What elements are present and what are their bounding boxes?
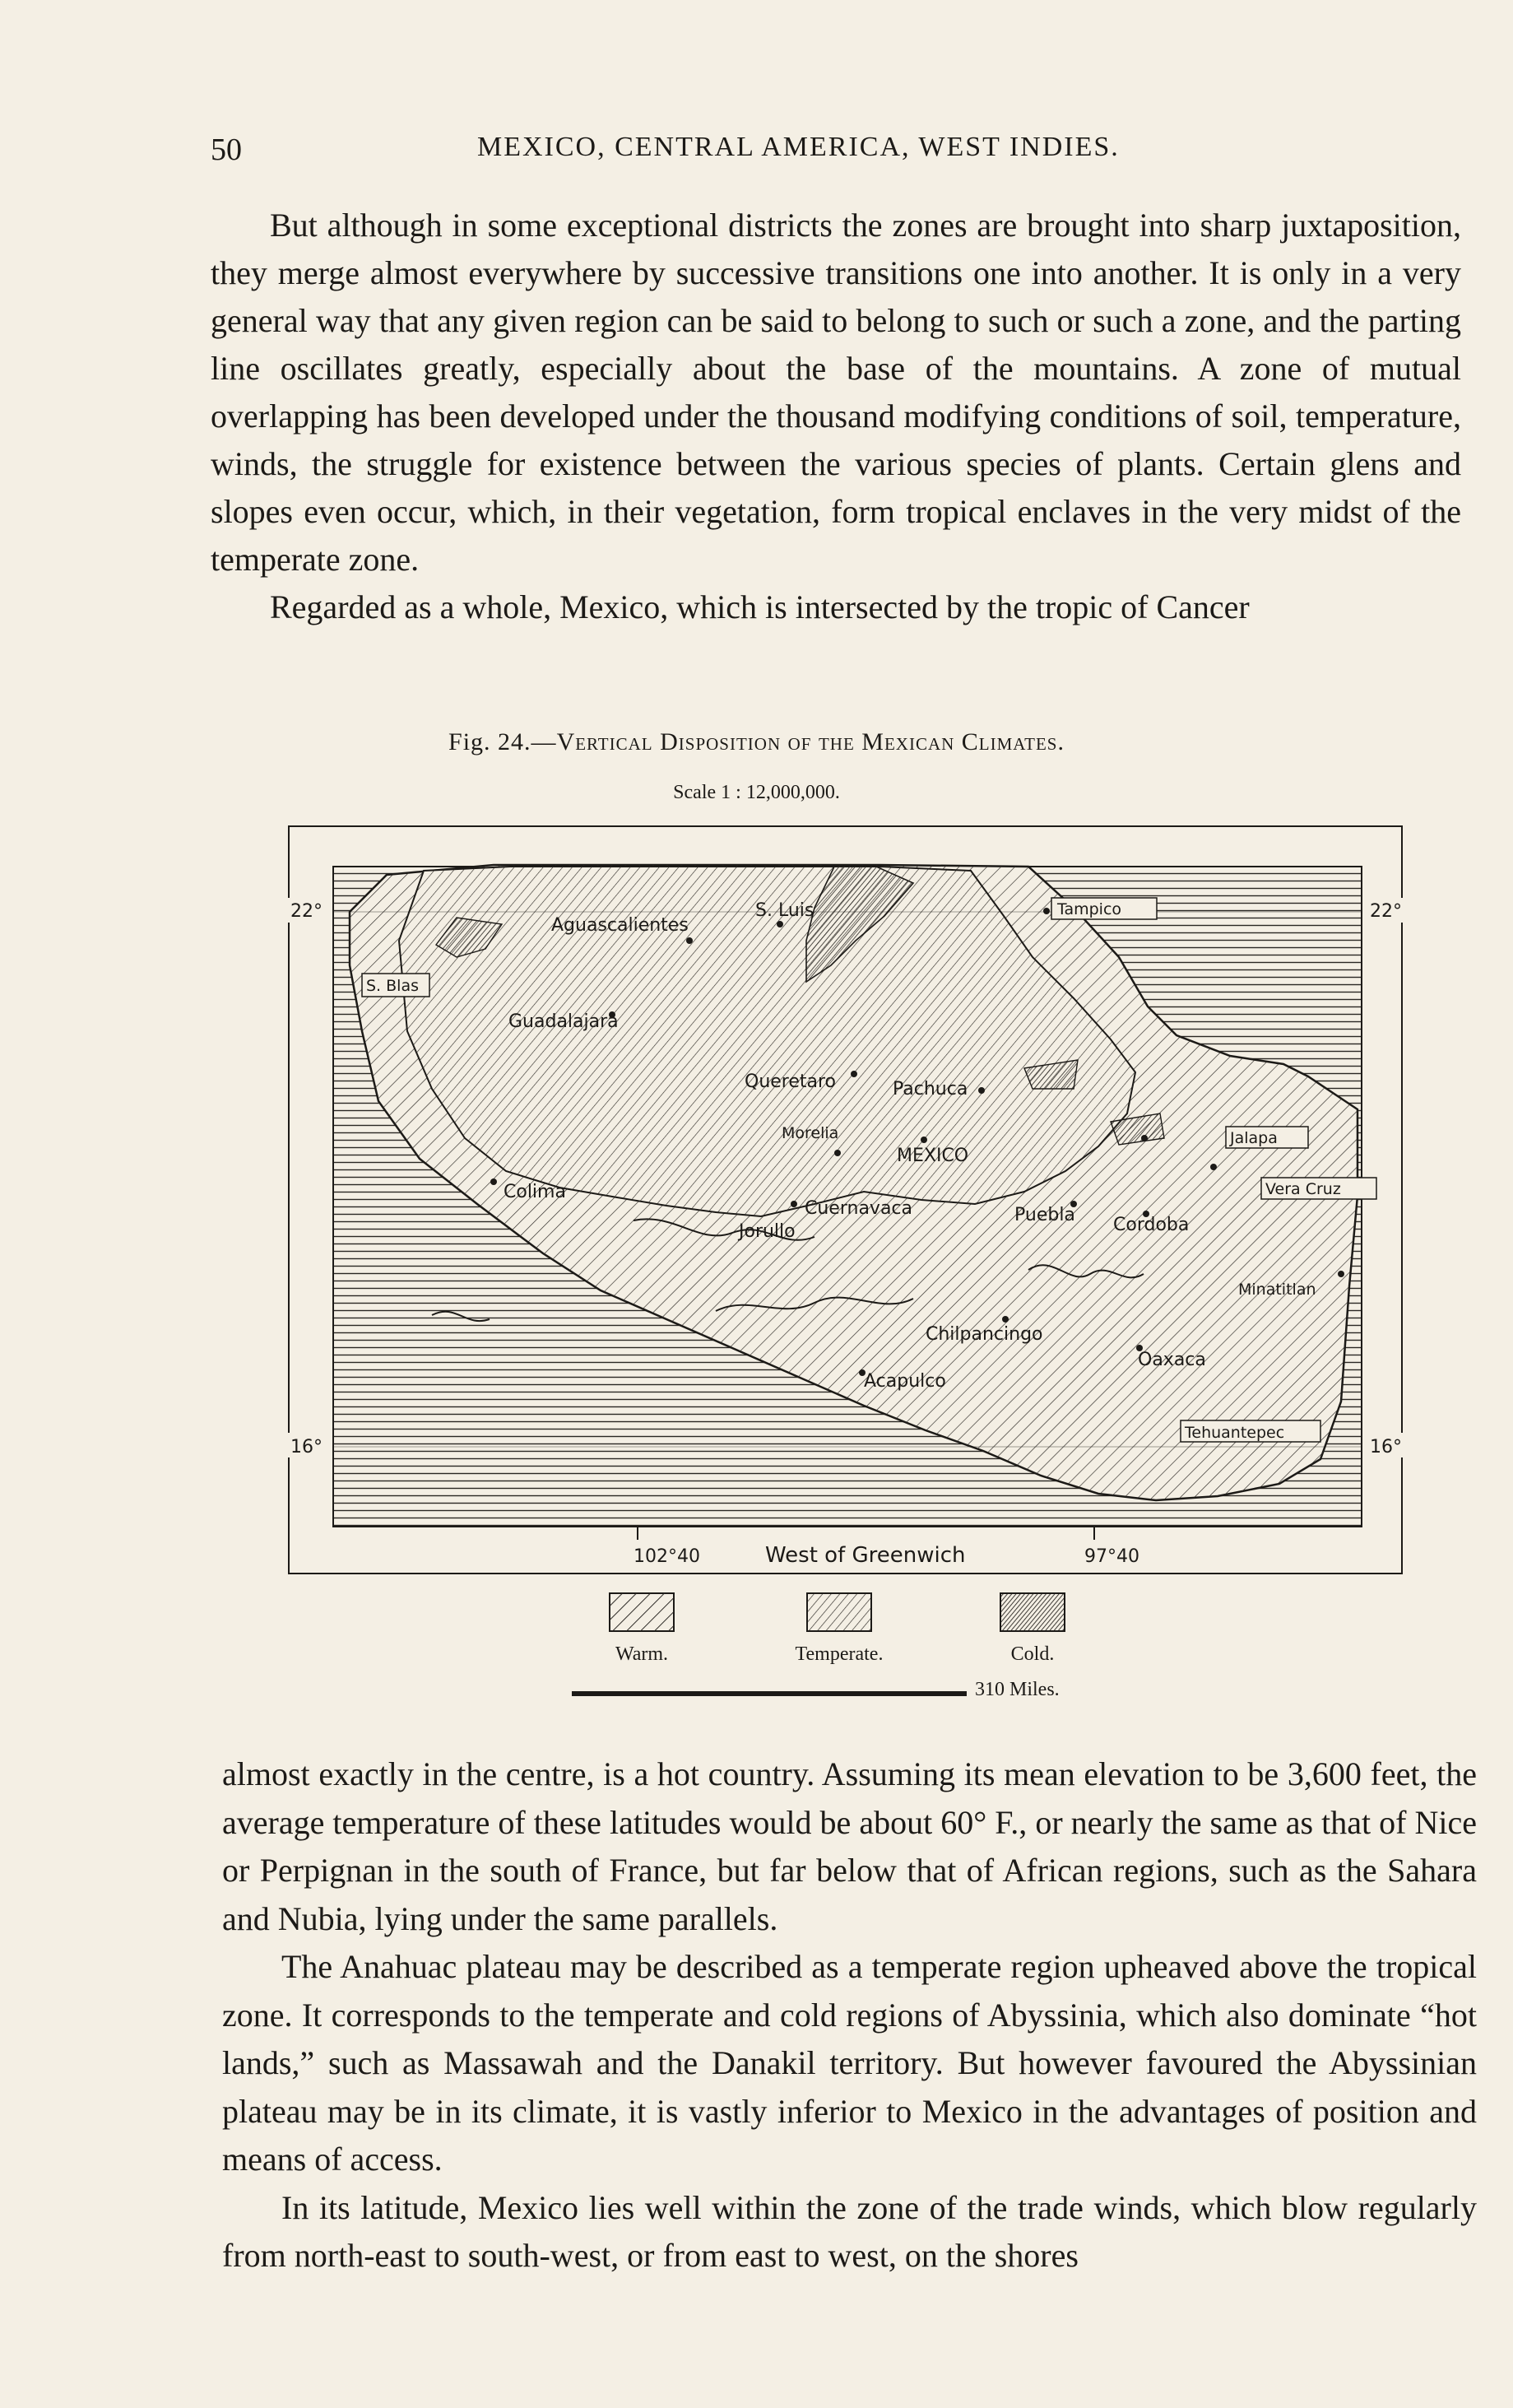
place-label-tehuantepec: Tehuantepec bbox=[1185, 1424, 1285, 1442]
figure-scale: Scale 1 : 12,000,000. bbox=[673, 782, 840, 803]
place-marker bbox=[1338, 1271, 1344, 1277]
lat-label-22-left: 22° bbox=[290, 901, 323, 922]
place-label-pachuca: Pachuca bbox=[893, 1079, 968, 1099]
lon-label-left: 102°40 bbox=[634, 1546, 700, 1567]
place-marker bbox=[1002, 1316, 1009, 1323]
place-label-sblas: S. Blas bbox=[366, 977, 419, 995]
legend-warm-swatch bbox=[609, 1592, 675, 1632]
legend-warm bbox=[576, 1592, 708, 1666]
paragraph: Regarded as a whole, Mexico, which is intersected by the tropic of Cancer bbox=[270, 588, 1250, 625]
place-label-mexico: MEXICO bbox=[897, 1146, 969, 1166]
place-label-puebla: Puebla bbox=[1014, 1205, 1075, 1225]
place-label-oaxaca: Oaxaca bbox=[1138, 1350, 1206, 1370]
figure-caption-prefix: Fig. 24.— bbox=[448, 728, 557, 755]
place-marker bbox=[490, 1178, 497, 1185]
legend-cold bbox=[967, 1592, 1098, 1666]
map-legend bbox=[576, 1592, 1168, 1708]
place-label-chilpancingo: Chilpancingo bbox=[926, 1324, 1043, 1345]
body-text-bottom bbox=[222, 1750, 1477, 2280]
body-text-top bbox=[211, 202, 1461, 631]
place-label-queretaro: Queretaro bbox=[745, 1072, 837, 1092]
place-marker bbox=[1141, 1135, 1148, 1141]
lat-label-16-left: 16° bbox=[290, 1437, 323, 1457]
figure-caption bbox=[0, 728, 1513, 756]
scale-bar bbox=[572, 1691, 967, 1696]
place-label-morelia: Morelia bbox=[782, 1124, 839, 1142]
place-marker bbox=[851, 1071, 857, 1077]
place-label-acapulco: Acapulco bbox=[864, 1371, 946, 1392]
place-label-aguascalientes: Aguascalientes bbox=[551, 915, 689, 936]
legend-temperate-label: Temperate. bbox=[795, 1643, 884, 1665]
figure-caption-title: Vertical Disposition of the Mexican Climates. bbox=[556, 728, 1065, 755]
climate-map-graphic bbox=[288, 825, 1403, 1574]
lon-label-right: 97°40 bbox=[1084, 1546, 1139, 1567]
legend-cold-swatch bbox=[1000, 1592, 1065, 1632]
page-number: 50 bbox=[211, 132, 242, 167]
place-label-guadalajara: Guadalajara bbox=[508, 1011, 619, 1032]
scale-bar-label: 310 Miles. bbox=[975, 1679, 1060, 1700]
paragraph: But although in some exceptional districts the zones are brought into sharp juxtaposition, they merge almost everywhere by successive transitions one into another. It is only in a very general way that any given region can be said to belong to such or such a zone, and the parting line oscillates greatly, especially about the base of the mountains. A zone of mutual overlapping has been developed under the thousand modifying conditions of soil, temperature, winds, the struggle for existence between the various species of plants. Certain glens and slopes even occur, which, in their vegetation, form tropical enclaves in the very midst of the temperate zone. bbox=[211, 207, 1461, 578]
place-marker bbox=[978, 1087, 985, 1094]
place-label-cuernavaca: Cuernavaca bbox=[805, 1198, 913, 1219]
place-marker bbox=[777, 921, 783, 927]
place-marker bbox=[791, 1201, 797, 1207]
legend-temperate bbox=[773, 1592, 905, 1666]
page-header bbox=[0, 132, 1513, 173]
place-marker bbox=[1043, 908, 1050, 914]
place-label-tampico: Tampico bbox=[1057, 900, 1122, 918]
lat-label-22-right: 22° bbox=[1370, 901, 1402, 922]
place-marker bbox=[921, 1137, 927, 1143]
running-head: MEXICO, CENTRAL AMERICA, WEST INDIES. bbox=[477, 132, 1120, 162]
place-label-veracruz: Vera Cruz bbox=[1265, 1180, 1341, 1198]
climate-map bbox=[288, 825, 1403, 1574]
place-label-jorullo: Jorullo bbox=[739, 1221, 796, 1242]
lat-label-16-right: 16° bbox=[1370, 1437, 1402, 1457]
paragraph: The Anahuac plateau may be described as a temperate region upheaved above the tropical zone. It corresponds to the temperate and cold regions of Abyssinia, which also dominate “hot lands,” such as Massawah and the Danakil territory. But however favoured the Abyssinian plateau may be in its climate, it is vastly inferior to Mexico in the advantages of position and means of access. bbox=[222, 1948, 1477, 2178]
place-marker bbox=[1210, 1164, 1217, 1170]
place-marker bbox=[686, 937, 693, 944]
place-label-minatitlan: Minatitlan bbox=[1238, 1281, 1316, 1299]
paragraph: almost exactly in the centre, is a hot country. Assuming its mean elevation to be 3,600 feet, the average temperature of these latitudes would be about 60° F., or nearly the same as that of Nice or Perpignan in the south of France, but far below that of African regions, such as the Sahara and Nubia, lying under the same parallels. bbox=[222, 1755, 1477, 1937]
paragraph: In its latitude, Mexico lies well within the zone of the trade winds, which blow regularly from north-east to south-west, or from east to west, on the shores bbox=[222, 2188, 1477, 2274]
legend-cold-label: Cold. bbox=[1010, 1643, 1055, 1665]
lon-label-center: West of Greenwich bbox=[765, 1543, 966, 1568]
place-label-sluis: S. Luis bbox=[755, 900, 815, 921]
place-label-cordoba: Cordoba bbox=[1113, 1215, 1190, 1235]
place-label-colima: Colima bbox=[504, 1182, 566, 1202]
place-label-jalapa: Jalapa bbox=[1230, 1129, 1278, 1147]
place-marker bbox=[834, 1150, 841, 1156]
legend-temperate-swatch bbox=[806, 1592, 872, 1632]
legend-warm-label: Warm. bbox=[615, 1643, 669, 1665]
